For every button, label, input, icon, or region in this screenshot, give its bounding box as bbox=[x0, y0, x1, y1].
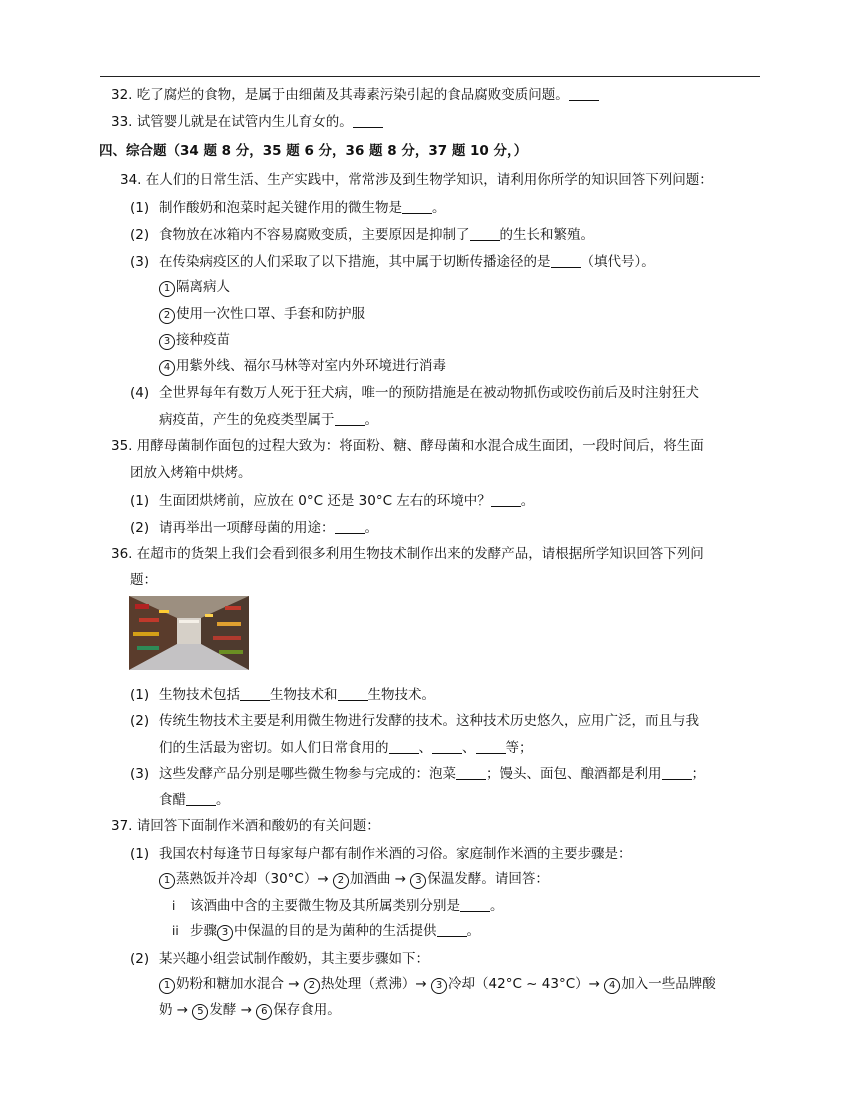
answer-blank[interactable] bbox=[551, 255, 581, 268]
q36-3-line1: 这些发酵产品分别是哪些微生物参与完成的：泡菜 ；馒头、面包、酿酒都是利用 ； bbox=[159, 766, 705, 782]
circled-number: 3 bbox=[410, 873, 426, 889]
option-3: 3 接种疫苗 bbox=[159, 331, 230, 350]
q37-1-line1: 我国农村每逢节日每家每户都有制作米酒的习俗。家庭制作米酒的主要步骤是： bbox=[159, 846, 632, 862]
circled-number: 4 bbox=[159, 360, 175, 376]
question-35-line2: 团放入烤箱中烘烤。 bbox=[130, 465, 252, 481]
answer-blank[interactable] bbox=[402, 201, 432, 214]
question-36-line1: 36. 在超市的货架上我们会看到很多利用生物技术制作出来的发酵产品，请根据所学知识回答下列问 bbox=[111, 546, 704, 562]
q34-1-number: (1) bbox=[130, 200, 150, 216]
q37-2-steps-line2: 奶 → 5 发酵 → 6 保存食用。 bbox=[159, 1002, 341, 1018]
q36-1-number: (1) bbox=[130, 687, 150, 703]
q37-2-number: (2) bbox=[130, 951, 150, 967]
question-34-stem: 34. 在人们的日常生活、生产实践中，常常涉及到生物学知识，请利用你所学的知识回答下列问题： bbox=[120, 172, 713, 188]
q36-2-number: (2) bbox=[130, 713, 150, 729]
q34-2-number: (2) bbox=[130, 227, 150, 243]
header-rule bbox=[100, 76, 760, 77]
circled-number: 3 bbox=[217, 925, 233, 941]
circled-number: 2 bbox=[304, 978, 320, 994]
q34-4-line1: 全世界每年有数万人死于狂犬病，唯一的预防措施是在被动物抓伤或咬伤前后及时注射狂犬 bbox=[159, 385, 699, 401]
q34-3: 在传染病疫区的人们采取了以下措施，其中属于切断传播途径的是 （填代号）。 bbox=[159, 254, 655, 270]
q36-3-number: (3) bbox=[130, 766, 150, 782]
q36-2-line2: 们的生活最为密切。如人们日常食用的 、 、 等； bbox=[159, 740, 533, 756]
q36-3-line2: 食醋 。 bbox=[159, 792, 230, 808]
circled-number: 2 bbox=[159, 308, 175, 324]
answer-blank[interactable] bbox=[491, 494, 521, 507]
circled-number: 1 bbox=[159, 281, 175, 297]
answer-blank[interactable] bbox=[470, 228, 500, 241]
question-37-stem: 37. 请回答下面制作米酒和酸奶的有关问题： bbox=[111, 818, 380, 834]
answer-blank[interactable] bbox=[240, 688, 270, 701]
q35-1-number: (1) bbox=[130, 493, 150, 509]
circled-number: 1 bbox=[159, 978, 175, 994]
question-32 bbox=[111, 86, 599, 104]
q34-4-number: (4) bbox=[130, 385, 150, 401]
answer-blank[interactable] bbox=[335, 521, 365, 534]
option-2: 2 使用一次性口罩、手套和防护服 bbox=[159, 305, 365, 324]
circled-number: 6 bbox=[256, 1004, 272, 1020]
answer-blank[interactable] bbox=[186, 793, 216, 806]
q35-2: 请再举出一项酵母菌的用途： 。 bbox=[159, 520, 378, 536]
answer-blank[interactable] bbox=[456, 767, 486, 780]
answer-blank[interactable] bbox=[476, 741, 506, 754]
answer-blank[interactable] bbox=[569, 88, 599, 101]
supermarket-aisle-illustration bbox=[129, 596, 249, 670]
q37-2-steps-line1: 1 奶粉和糖加水混合 → 2 热处理（煮沸）→ 3 冷却（42°C ~ 43°C）→ 4 加入一些品牌酸 bbox=[159, 975, 716, 994]
q34-4-line2: 病疫苗，产生的免疫类型属于 。 bbox=[159, 412, 378, 428]
answer-blank[interactable] bbox=[389, 741, 419, 754]
q34-3-number: (3) bbox=[130, 254, 150, 270]
circled-number: 3 bbox=[431, 978, 447, 994]
q34-1: 制作酸奶和泡菜时起关键作用的微生物是 。 bbox=[159, 200, 446, 216]
q37-1-number: (1) bbox=[130, 846, 150, 862]
q35-1: 生面团烘烤前，应放在 0°C 还是 30°C 左右的环境中？ 。 bbox=[159, 493, 535, 509]
q37-ii: 步骤 3 中保温的目的是为菌种的生活提供 。 bbox=[190, 923, 480, 939]
circled-number: 3 bbox=[159, 334, 175, 350]
question-33 bbox=[111, 113, 383, 131]
answer-blank[interactable] bbox=[662, 767, 692, 780]
q35-2-number: (2) bbox=[130, 520, 150, 536]
answer-blank[interactable] bbox=[460, 899, 490, 912]
supermarket-aisle-image bbox=[129, 596, 249, 670]
q36-2-line1: 传统生物技术主要是利用微生物进行发酵的技术。这种技术历史悠久，应用广泛，而且与我 bbox=[159, 713, 699, 729]
answer-blank[interactable] bbox=[432, 741, 462, 754]
answer-blank[interactable] bbox=[353, 115, 383, 128]
circled-number: 5 bbox=[192, 1004, 208, 1020]
answer-blank[interactable] bbox=[335, 413, 365, 426]
circled-number: 1 bbox=[159, 873, 175, 889]
q37-1-steps: 1 蒸熟饭并冷却（30°C）→ 2 加酒曲 → 3 保温发酵。请回答： bbox=[159, 870, 549, 889]
q37-ii-number: ii bbox=[172, 924, 179, 938]
question-32-text: 32. 吃了腐烂的食物，是属于由细菌及其毒素污染引起的食品腐败变质问题。 bbox=[111, 87, 569, 103]
question-35-line1: 35. 用酵母菌制作面包的过程大致为：将面粉、糖、酵母菌和水混合成生面团，一段时间后，将生面 bbox=[111, 438, 704, 454]
question-33-text: 33. 试管婴儿就是在试管内生儿育女的。 bbox=[111, 114, 353, 130]
section-4-title: 四、综合题（34 题 8 分，35 题 6 分，36 题 8 分，37 题 10 分，） bbox=[99, 143, 528, 159]
circled-number: 4 bbox=[604, 978, 620, 994]
question-36-line2: 题： bbox=[130, 572, 157, 588]
q37-2-line1: 某兴趣小组尝试制作酸奶，其主要步骤如下： bbox=[159, 951, 429, 967]
answer-blank[interactable] bbox=[338, 688, 368, 701]
q34-2: 食物放在冰箱内不容易腐败变质，主要原因是抑制了 的生长和繁殖。 bbox=[159, 227, 594, 243]
option-4: 4 用紫外线、福尔马林等对室内外环境进行消毒 bbox=[159, 357, 446, 376]
option-1: 1 隔离病人 bbox=[159, 278, 230, 297]
q36-1: 生物技术包括 生物技术和 生物技术。 bbox=[159, 687, 435, 703]
q37-i: 该酒曲中含的主要微生物及其所属类别分别是 。 bbox=[190, 898, 504, 914]
answer-blank[interactable] bbox=[437, 924, 467, 937]
circled-number: 2 bbox=[333, 873, 349, 889]
q37-i-number: i bbox=[172, 899, 176, 913]
